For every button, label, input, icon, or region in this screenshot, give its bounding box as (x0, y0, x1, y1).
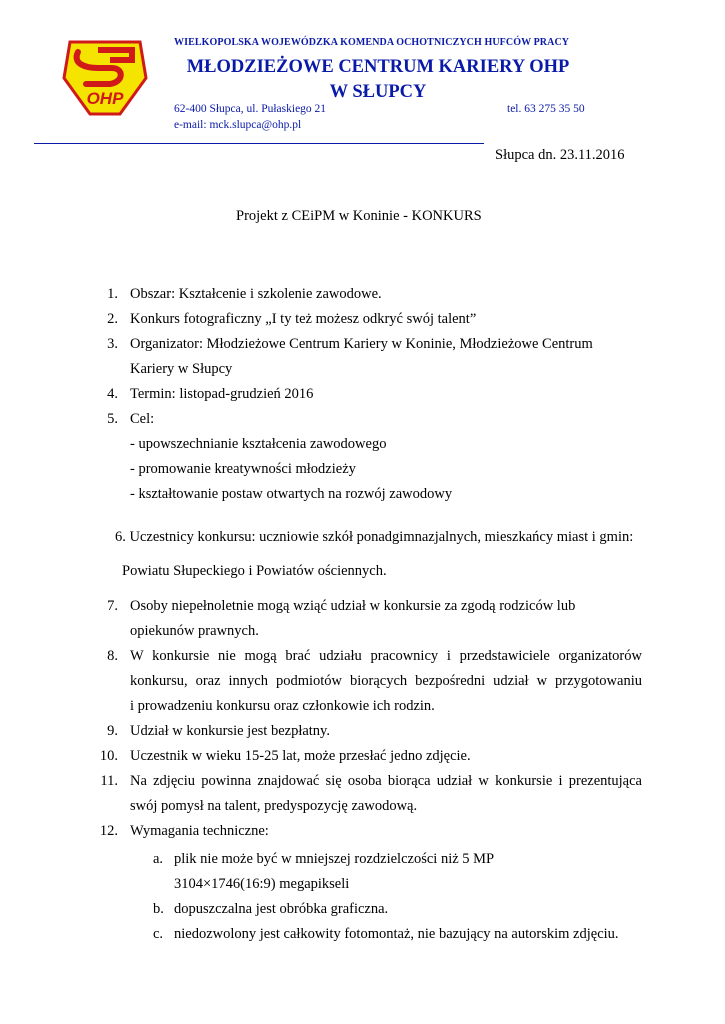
institution-title-city: W SŁUPCY (329, 82, 427, 102)
list-number: 8. (107, 648, 118, 664)
list-number: 1. (107, 286, 118, 302)
goal-item: - promowanie kreatywności młodzieży (130, 461, 356, 477)
goal-item: - upowszechnianie kształcenia zawodowego (130, 436, 387, 452)
list-item-continuation: swój pomysł na talent, predyspozycję zawodową. (130, 798, 418, 814)
list-number: 4. (107, 386, 118, 402)
list-item: Uczestnik w wieku 15-25 lat, może przesłać jedno zdjęcie. (130, 748, 471, 764)
list-item-continuation: i prowadzeniu konkursu oraz członkowie ich rodzin. (130, 698, 435, 714)
list-number: 10. (99, 748, 118, 764)
list-number: 12. (99, 823, 118, 839)
sublist-item: dopuszczalna jest obróbka graficzna. (174, 901, 389, 917)
list-item: 6. Uczestnicy konkursu: uczniowie szkół ponadgimnazjalnych, mieszkańcy miast i gmin: (115, 529, 634, 545)
list-item: W konkursie nie mogą brać udziału pracownicy i przedstawiciele organizatorów (130, 648, 642, 664)
list-item: Termin: listopad-grudzień 2016 (130, 386, 314, 402)
sublist-letter: a. (153, 851, 164, 867)
list-number: 11. (100, 773, 118, 789)
ohp-logo (62, 38, 148, 118)
document-date: Słupca dn. 23.11.2016 (495, 147, 625, 163)
list-item-continuation: Powiatu Słupeckiego i Powiatów ościennych. (122, 563, 387, 579)
svg-text:OHP: OHP (86, 89, 124, 108)
list-item: Na zdjęciu powinna znajdować się osoba biorąca udział w konkursie i prezentująca (130, 773, 642, 789)
list-item: Cel: (130, 411, 155, 427)
list-item: Udział w konkursie jest bezpłatny. (130, 723, 330, 739)
sublist-item: plik nie może być w mniejszej rozdzielczości niż 5 MP (174, 851, 495, 867)
list-number: 9. (107, 723, 118, 739)
address: 62-400 Słupca, ul. Pułaskiego 21 (174, 103, 327, 115)
list-item: Wymagania techniczne: (130, 823, 269, 839)
list-item: Obszar: Kształcenie i szkolenie zawodowe. (130, 286, 382, 302)
list-item-continuation: opiekunów prawnych. (130, 623, 259, 639)
sublist-item: niedozwolony jest całkowity fotomontaż, nie bazujący na autorskim zdjęciu. (174, 926, 619, 942)
goal-item: - kształtowanie postaw otwartych na rozwój zawodowy (130, 486, 453, 502)
document-subject: Projekt z CEiPM w Koninie - KONKURS (236, 208, 482, 224)
list-item: Konkurs fotograficzny „I ty też możesz odkryć swój talent” (130, 311, 477, 327)
list-number: 3. (107, 336, 118, 352)
phone: tel. 63 275 35 50 (507, 103, 585, 115)
list-item-continuation: Kariery w Słupcy (130, 361, 233, 377)
list-item: Osoby niepełnoletnie mogą wziąć udział w konkursie za zgodą rodziców lub (130, 598, 576, 614)
sublist-letter: b. (153, 901, 164, 917)
email[interactable]: e-mail: mck.slupca@ohp.pl (174, 119, 302, 131)
sublist-letter: c. (153, 926, 164, 942)
sublist-item-continuation: 3104×1746(16:9) megapikseli (174, 876, 350, 892)
organization-name: WIELKOPOLSKA WOJEWÓDZKA KOMENDA OCHOTNICZYCH HUFCÓW PRACY (174, 37, 570, 48)
header-divider (34, 143, 484, 144)
list-number: 5. (107, 411, 118, 427)
institution-title: MŁODZIEŻOWE CENTRUM KARIERY OHP (186, 57, 570, 77)
list-item: Organizator: Młodzieżowe Centrum Kariery w Koninie, Młodzieżowe Centrum (130, 336, 593, 352)
list-item-continuation: konkursu, oraz innych podmiotów biorących bezpośredni udział w przygotowaniu (130, 673, 642, 689)
list-number: 2. (107, 311, 118, 327)
list-number: 7. (107, 598, 118, 614)
